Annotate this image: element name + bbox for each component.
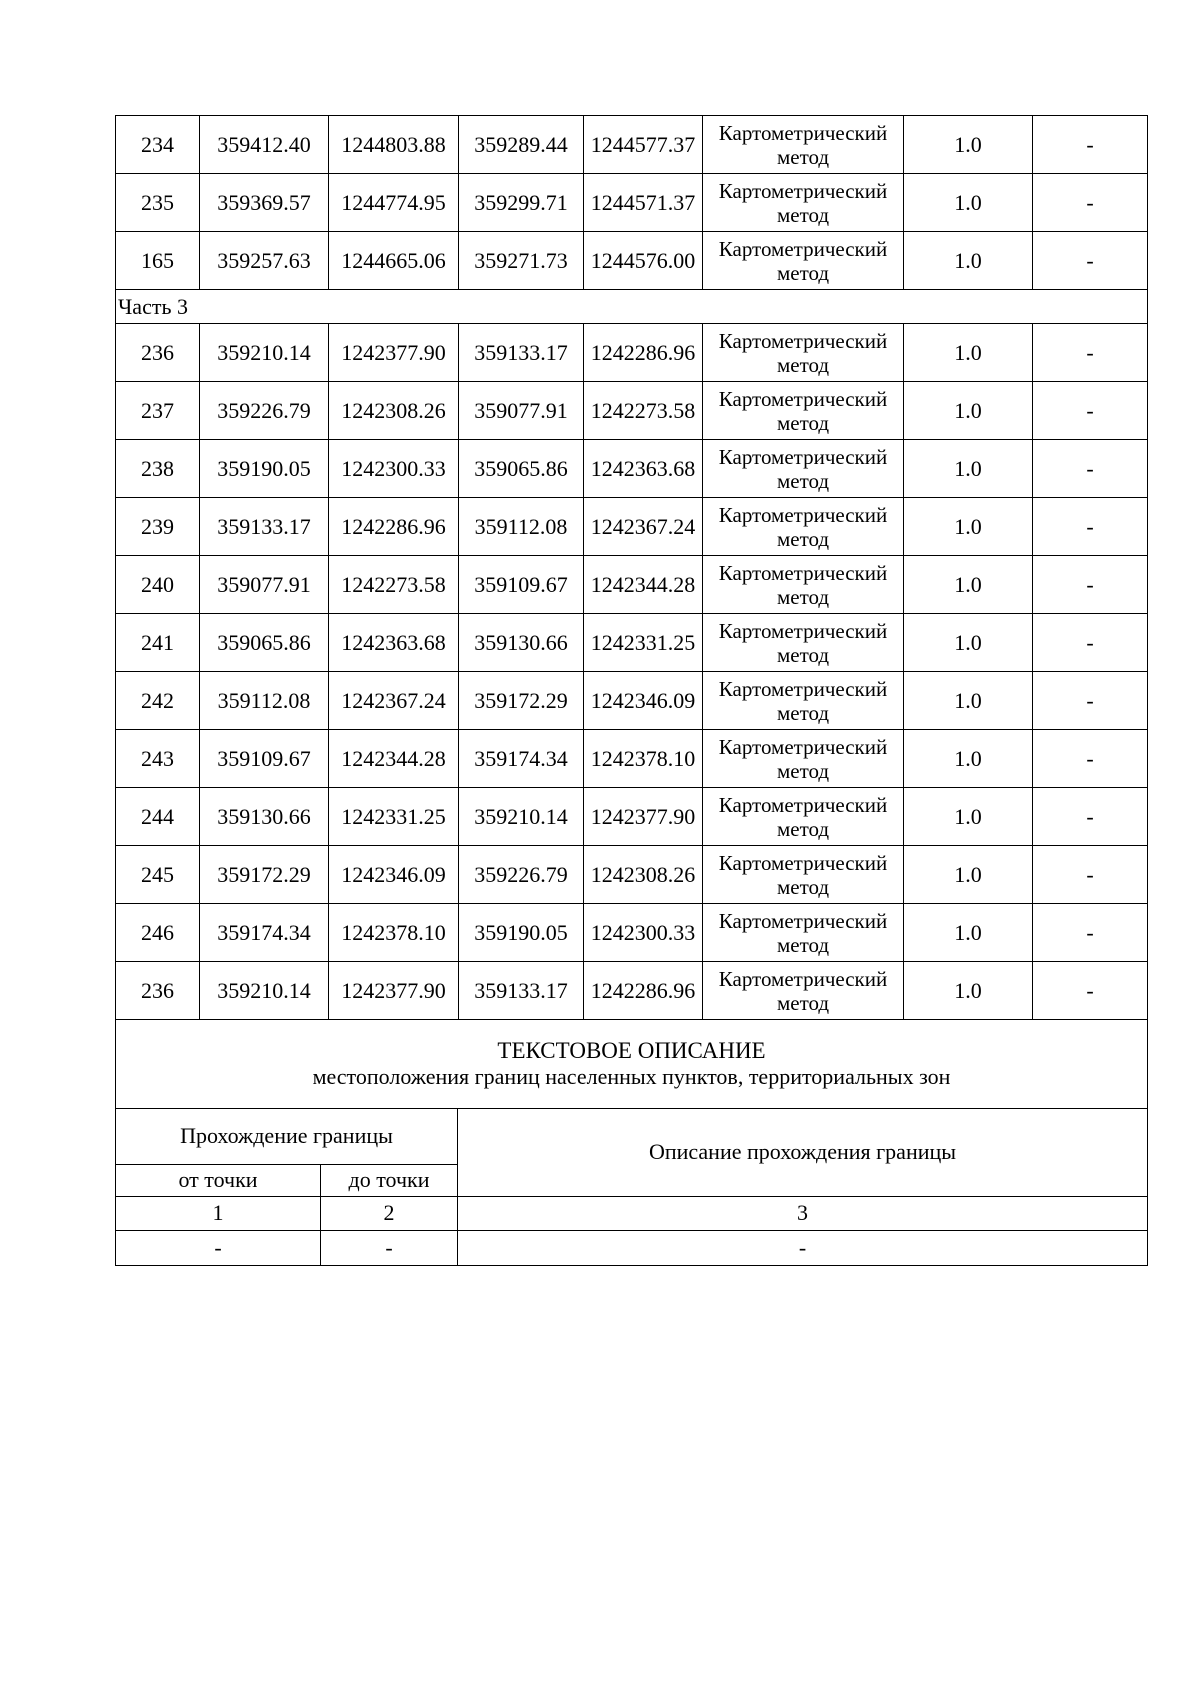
note: - (1033, 962, 1148, 1020)
x-coordinate: 359190.05 (200, 440, 329, 498)
y-coordinate-2: 1242273.58 (584, 382, 703, 440)
x-coordinate: 359077.91 (200, 556, 329, 614)
x-coordinate: 359172.29 (200, 846, 329, 904)
note: - (1033, 788, 1148, 846)
table-row (116, 904, 1148, 962)
method-cell (703, 730, 904, 788)
method-cell (703, 846, 904, 904)
table-row (116, 116, 1148, 174)
note: - (1033, 672, 1148, 730)
precision: 1.0 (904, 174, 1033, 232)
from-point-value: - (116, 1230, 321, 1265)
x-coordinate-2: 359133.17 (459, 962, 584, 1020)
y-coordinate: 1242363.68 (329, 614, 459, 672)
method-cell (703, 962, 904, 1020)
method-line-1: Картометрический (718, 236, 888, 261)
method-line-1: Картометрический (718, 560, 888, 585)
y-coordinate: 1242344.28 (329, 730, 459, 788)
part-label: Часть 3 (116, 290, 1148, 324)
method-cell (703, 232, 904, 290)
method-cell (703, 904, 904, 962)
description-header (116, 1019, 1148, 1108)
y-coordinate-2: 1242286.96 (584, 324, 703, 382)
x-coordinate-2: 359271.73 (459, 232, 584, 290)
y-coordinate-2: 1242331.25 (584, 614, 703, 672)
method-cell (703, 174, 904, 232)
y-coordinate-2: 1244577.37 (584, 116, 703, 174)
precision: 1.0 (904, 846, 1033, 904)
x-coordinate: 359112.08 (200, 672, 329, 730)
point-number: 234 (116, 116, 200, 174)
method-line-1: Картометрический (718, 328, 888, 353)
precision: 1.0 (904, 904, 1033, 962)
method-line-1: Картометрический (718, 120, 888, 145)
column-number-3: 3 (458, 1196, 1148, 1230)
table-row (116, 788, 1148, 846)
to-point-header: до точки (321, 1164, 458, 1196)
point-number: 237 (116, 382, 200, 440)
note: - (1033, 904, 1148, 962)
method-line-2: метод (776, 468, 830, 493)
point-number: 236 (116, 962, 200, 1020)
coordinates-table (115, 115, 1148, 1020)
x-coordinate: 359210.14 (200, 962, 329, 1020)
y-coordinate-2: 1244571.37 (584, 174, 703, 232)
note: - (1033, 556, 1148, 614)
x-coordinate-2: 359133.17 (459, 324, 584, 382)
x-coordinate: 359210.14 (200, 324, 329, 382)
x-coordinate-2: 359172.29 (459, 672, 584, 730)
method-line-1: Картометрический (718, 618, 888, 643)
part-header-row (116, 290, 1148, 324)
note: - (1033, 730, 1148, 788)
note: - (1033, 614, 1148, 672)
table-row (116, 324, 1148, 382)
method-cell (703, 440, 904, 498)
y-coordinate-2: 1242300.33 (584, 904, 703, 962)
precision: 1.0 (904, 498, 1033, 556)
column-number-2: 2 (321, 1196, 458, 1230)
table-row (116, 440, 1148, 498)
method-line-1: Картометрический (718, 502, 888, 527)
method-cell (703, 614, 904, 672)
boundary-description-table (115, 1019, 1148, 1266)
table-row (116, 556, 1148, 614)
x-coordinate-2: 359109.67 (459, 556, 584, 614)
precision: 1.0 (904, 614, 1033, 672)
table-row (116, 846, 1148, 904)
note: - (1033, 174, 1148, 232)
method-line-2: метод (776, 260, 830, 285)
description-subtitle: местоположения границ населенных пунктов, территориальных зон (312, 1063, 951, 1089)
y-coordinate-2: 1242286.96 (584, 962, 703, 1020)
precision: 1.0 (904, 556, 1033, 614)
from-point-header: от точки (116, 1164, 321, 1196)
y-coordinate: 1242300.33 (329, 440, 459, 498)
table-row (116, 498, 1148, 556)
description-value: - (458, 1230, 1148, 1265)
x-coordinate-2: 359174.34 (459, 730, 584, 788)
method-line-2: метод (776, 202, 830, 227)
precision: 1.0 (904, 116, 1033, 174)
y-coordinate: 1242367.24 (329, 672, 459, 730)
note: - (1033, 846, 1148, 904)
y-coordinate: 1242346.09 (329, 846, 459, 904)
method-cell (703, 788, 904, 846)
y-coordinate: 1242331.25 (329, 788, 459, 846)
point-number: 165 (116, 232, 200, 290)
method-cell (703, 672, 904, 730)
y-coordinate-2: 1242346.09 (584, 672, 703, 730)
x-coordinate: 359174.34 (200, 904, 329, 962)
document-page (115, 115, 1147, 1266)
method-line-1: Картометрический (718, 734, 888, 759)
note: - (1033, 382, 1148, 440)
passage-header: Прохождение границы (116, 1108, 458, 1164)
x-coordinate: 359257.63 (200, 232, 329, 290)
note: - (1033, 324, 1148, 382)
precision: 1.0 (904, 962, 1033, 1020)
method-line-1: Картометрический (718, 792, 888, 817)
precision: 1.0 (904, 788, 1033, 846)
y-coordinate: 1242308.26 (329, 382, 459, 440)
x-coordinate: 359226.79 (200, 382, 329, 440)
method-line-2: метод (776, 874, 830, 899)
y-coordinate: 1244803.88 (329, 116, 459, 174)
x-coordinate: 359065.86 (200, 614, 329, 672)
x-coordinate-2: 359226.79 (459, 846, 584, 904)
point-number: 235 (116, 174, 200, 232)
method-line-2: метод (776, 816, 830, 841)
x-coordinate-2: 359299.71 (459, 174, 584, 232)
point-number: 245 (116, 846, 200, 904)
point-number: 241 (116, 614, 200, 672)
method-cell (703, 556, 904, 614)
column-number-1: 1 (116, 1196, 321, 1230)
point-number: 242 (116, 672, 200, 730)
x-coordinate: 359412.40 (200, 116, 329, 174)
table-row (116, 614, 1148, 672)
precision: 1.0 (904, 730, 1033, 788)
point-number: 246 (116, 904, 200, 962)
note: - (1033, 498, 1148, 556)
table-row (116, 962, 1148, 1020)
method-line-1: Картометрический (718, 966, 888, 991)
method-cell (703, 324, 904, 382)
description-title: ТЕКСТОВОЕ ОПИСАНИЕ (497, 1037, 766, 1063)
y-coordinate: 1242377.90 (329, 324, 459, 382)
method-line-2: метод (776, 758, 830, 783)
table-row (116, 672, 1148, 730)
point-number: 238 (116, 440, 200, 498)
x-coordinate-2: 359077.91 (459, 382, 584, 440)
x-coordinate-2: 359065.86 (459, 440, 584, 498)
y-coordinate: 1242377.90 (329, 962, 459, 1020)
x-coordinate: 359109.67 (200, 730, 329, 788)
y-coordinate: 1242286.96 (329, 498, 459, 556)
method-cell (703, 116, 904, 174)
x-coordinate: 359133.17 (200, 498, 329, 556)
y-coordinate-2: 1242308.26 (584, 846, 703, 904)
method-line-2: метод (776, 642, 830, 667)
x-coordinate-2: 359190.05 (459, 904, 584, 962)
method-line-1: Картометрический (718, 908, 888, 933)
y-coordinate-2: 1242363.68 (584, 440, 703, 498)
x-coordinate-2: 359210.14 (459, 788, 584, 846)
table-row (116, 232, 1148, 290)
y-coordinate-2: 1242378.10 (584, 730, 703, 788)
x-coordinate-2: 359289.44 (459, 116, 584, 174)
x-coordinate: 359369.57 (200, 174, 329, 232)
method-line-1: Картометрический (718, 676, 888, 701)
to-point-value: - (321, 1230, 458, 1265)
y-coordinate-2: 1242377.90 (584, 788, 703, 846)
table-row (116, 730, 1148, 788)
y-coordinate-2: 1242367.24 (584, 498, 703, 556)
method-cell (703, 498, 904, 556)
method-line-1: Картометрический (718, 386, 888, 411)
x-coordinate-2: 359112.08 (459, 498, 584, 556)
precision: 1.0 (904, 440, 1033, 498)
y-coordinate: 1244665.06 (329, 232, 459, 290)
x-coordinate: 359130.66 (200, 788, 329, 846)
point-number: 244 (116, 788, 200, 846)
method-line-2: метод (776, 410, 830, 435)
method-line-1: Картометрический (718, 850, 888, 875)
point-number: 243 (116, 730, 200, 788)
method-line-1: Картометрический (718, 178, 888, 203)
note: - (1033, 232, 1148, 290)
note: - (1033, 116, 1148, 174)
method-cell (703, 382, 904, 440)
method-line-2: метод (776, 700, 830, 725)
precision: 1.0 (904, 382, 1033, 440)
precision: 1.0 (904, 672, 1033, 730)
precision: 1.0 (904, 324, 1033, 382)
method-line-1: Картометрический (718, 444, 888, 469)
method-line-2: метод (776, 932, 830, 957)
point-number: 236 (116, 324, 200, 382)
method-line-2: метод (776, 526, 830, 551)
x-coordinate-2: 359130.66 (459, 614, 584, 672)
y-coordinate: 1242273.58 (329, 556, 459, 614)
precision: 1.0 (904, 232, 1033, 290)
method-line-2: метод (776, 352, 830, 377)
table-row (116, 382, 1148, 440)
table-row (116, 174, 1148, 232)
y-coordinate-2: 1242344.28 (584, 556, 703, 614)
method-line-2: метод (776, 584, 830, 609)
note: - (1033, 440, 1148, 498)
point-number: 239 (116, 498, 200, 556)
y-coordinate-2: 1244576.00 (584, 232, 703, 290)
y-coordinate: 1244774.95 (329, 174, 459, 232)
point-number: 240 (116, 556, 200, 614)
description-column-header: Описание прохождения границы (458, 1108, 1148, 1196)
y-coordinate: 1242378.10 (329, 904, 459, 962)
method-line-2: метод (776, 990, 830, 1015)
method-line-2: метод (776, 144, 830, 169)
